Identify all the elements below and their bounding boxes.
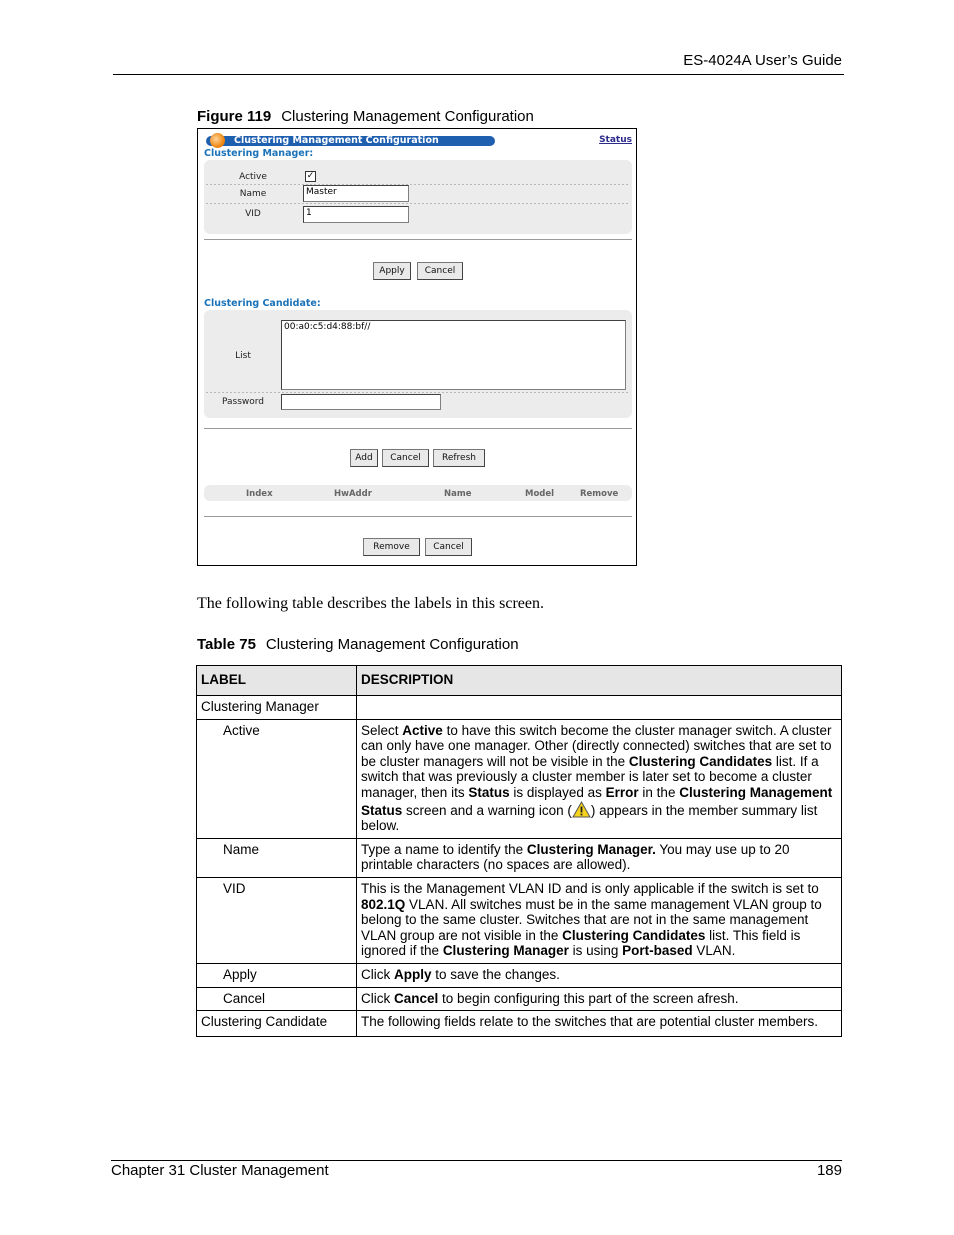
page-number: 189 bbox=[816, 1162, 842, 1179]
table-number: Table 75 bbox=[197, 636, 256, 653]
refresh-button[interactable]: Refresh bbox=[433, 449, 485, 467]
remove-button[interactable]: Remove bbox=[363, 538, 420, 556]
add-button[interactable]: Add bbox=[350, 449, 378, 467]
row-label: Clustering Manager bbox=[197, 696, 357, 720]
table-header-row bbox=[197, 666, 842, 696]
members-cancel-button[interactable]: Cancel bbox=[425, 538, 472, 556]
manager-cancel-button[interactable]: Cancel bbox=[417, 262, 463, 280]
list-label: List bbox=[235, 351, 251, 361]
table-row bbox=[197, 877, 842, 963]
row-label: Cancel bbox=[197, 987, 357, 1011]
screenshot-frame bbox=[197, 128, 637, 566]
row-description: Click Cancel to begin configuring this part of the screen afresh. bbox=[357, 987, 842, 1011]
active-checkbox[interactable]: ✓ bbox=[306, 171, 315, 181]
password-label: Password bbox=[221, 397, 265, 407]
vid-label: VID bbox=[245, 209, 261, 219]
col-hwaddr: HwAddr bbox=[334, 489, 372, 499]
figure-title: Clustering Management Configuration bbox=[281, 108, 534, 125]
row-label: Name bbox=[197, 838, 357, 877]
divider bbox=[204, 516, 632, 517]
footer-rule bbox=[111, 1160, 842, 1161]
candidate-section-title: Clustering Candidate: bbox=[204, 298, 321, 309]
col-label-header: LABEL bbox=[197, 666, 357, 696]
divider bbox=[204, 428, 632, 429]
row-description: This is the Management VLAN ID and is only applicable if the switch is set to 802.1Q VLAN. All switches must be in the same management VLAN group to belong to the same cluster. Switches that are not in the same management VLAN group are not visible in the Clustering Candidates list. This field is ignored if the Clustering Manager is using Port-based VLAN. bbox=[357, 877, 842, 963]
table-row bbox=[197, 719, 842, 838]
intro-text: The following table describes the labels in this screen. bbox=[197, 595, 545, 612]
table-row bbox=[197, 696, 842, 720]
table-caption bbox=[197, 636, 519, 653]
warning-icon bbox=[572, 801, 591, 818]
row-separator bbox=[206, 184, 630, 185]
chapter-footer: Chapter 31 Cluster Management bbox=[111, 1162, 329, 1179]
name-input[interactable]: Master bbox=[303, 185, 409, 202]
screen-title: Clustering Management Configuration bbox=[234, 135, 439, 146]
col-description-header: DESCRIPTION bbox=[357, 666, 842, 696]
row-description: The following fields relate to the switches that are potential cluster members. bbox=[357, 1011, 842, 1037]
row-description: Click Apply to save the changes. bbox=[357, 963, 842, 987]
col-remove: Remove bbox=[580, 489, 619, 499]
row-label: Apply bbox=[197, 963, 357, 987]
candidate-list[interactable]: 00:a0:c5:d4:88:bf// bbox=[281, 320, 626, 390]
col-index: Index bbox=[246, 489, 273, 499]
row-separator bbox=[206, 203, 630, 204]
row-label: Active bbox=[197, 719, 357, 838]
table-title: Clustering Management Configuration bbox=[265, 636, 519, 653]
figure-number: Figure 119 bbox=[197, 108, 272, 125]
guide-title: ES-4024A User’s Guide bbox=[683, 52, 842, 69]
row-label: VID bbox=[197, 877, 357, 963]
row-label: Clustering Candidate bbox=[197, 1011, 357, 1037]
name-label: Name bbox=[239, 189, 267, 199]
apply-button[interactable]: Apply bbox=[373, 262, 411, 280]
table-row bbox=[197, 987, 842, 1011]
password-input[interactable] bbox=[281, 394, 441, 410]
candidate-cancel-button[interactable]: Cancel bbox=[382, 449, 429, 467]
figure-caption bbox=[197, 108, 534, 125]
active-label: Active bbox=[239, 172, 267, 182]
col-name: Name bbox=[444, 489, 472, 499]
header-rule bbox=[113, 74, 844, 75]
title-orb-icon bbox=[210, 133, 225, 148]
description-table bbox=[196, 665, 842, 1037]
row-description: Select Active to have this switch become the cluster manager switch. A cluster can only have one manager. Other (directly connected) switches that are set to be cluster managers will not be visible in the Clustering Candidates list. If a switch that was previously a cluster member is later set to become a cluster manager, then its Status is displayed as Error in the Clustering Management Status screen and a warning icon ( ) appears in the member summary list below. bbox=[357, 719, 842, 838]
row-description bbox=[357, 696, 842, 720]
row-description: Type a name to identify the Clustering Manager. You may use up to 20 printable characters (no spaces are allowed). bbox=[357, 838, 842, 877]
vid-input[interactable]: 1 bbox=[303, 206, 409, 223]
col-model: Model bbox=[525, 489, 555, 499]
manager-section-title: Clustering Manager: bbox=[204, 148, 314, 159]
table-row bbox=[197, 963, 842, 987]
row-separator bbox=[206, 392, 630, 393]
table-row bbox=[197, 1011, 842, 1037]
divider bbox=[204, 239, 632, 240]
status-link[interactable]: Status bbox=[599, 135, 632, 145]
table-row bbox=[197, 838, 842, 877]
